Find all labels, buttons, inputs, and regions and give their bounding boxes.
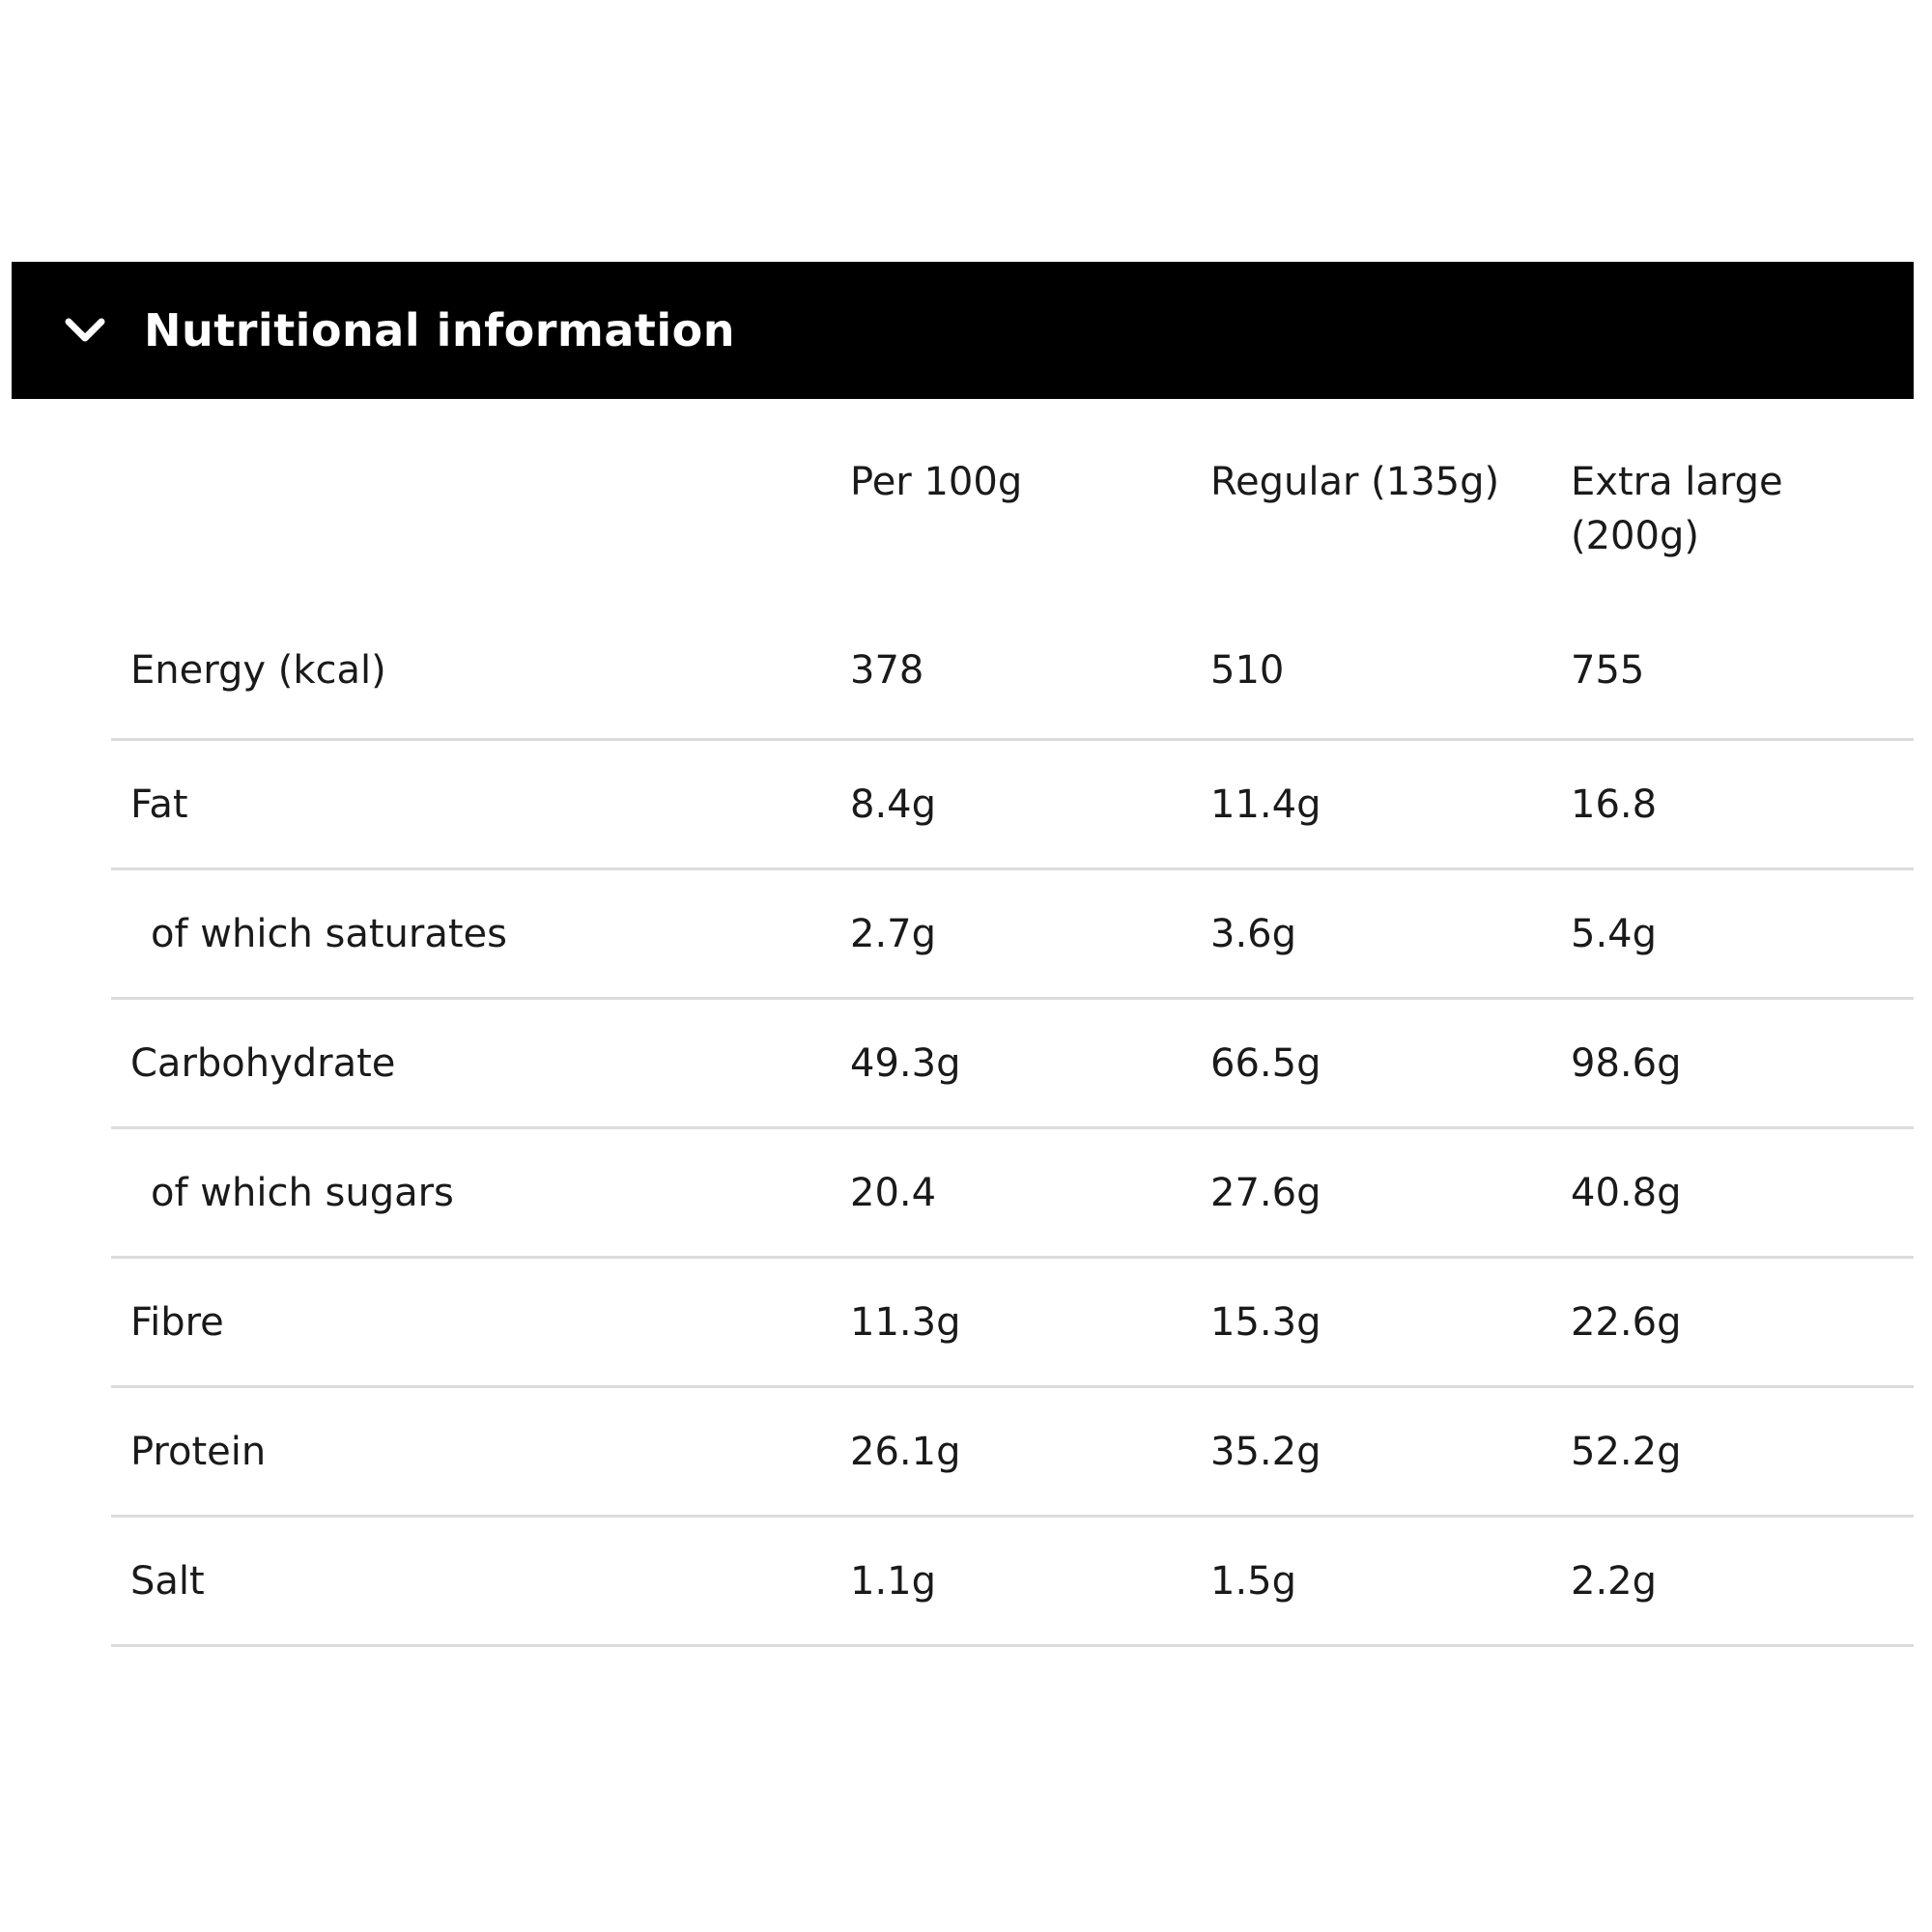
table-row bbox=[111, 741, 1914, 870]
table-row bbox=[111, 604, 1914, 741]
value-per-100g: 1.1g bbox=[850, 1558, 937, 1604]
value-extra-large: 22.6g bbox=[1571, 1299, 1682, 1345]
row-label: of which sugars bbox=[151, 1170, 454, 1215]
value-regular: 35.2g bbox=[1210, 1429, 1321, 1474]
chevron-down-icon bbox=[64, 316, 106, 345]
value-extra-large: 52.2g bbox=[1571, 1429, 1682, 1474]
table-row bbox=[111, 1518, 1914, 1647]
table-row bbox=[111, 1129, 1914, 1259]
row-label: Salt bbox=[130, 1558, 205, 1604]
row-label: of which saturates bbox=[151, 911, 507, 956]
row-label: Fibre bbox=[130, 1299, 224, 1345]
value-per-100g: 2.7g bbox=[850, 911, 937, 956]
value-extra-large: 5.4g bbox=[1571, 911, 1658, 956]
row-label: Fat bbox=[130, 781, 188, 827]
value-per-100g: 378 bbox=[850, 648, 924, 693]
value-per-100g: 11.3g bbox=[850, 1299, 961, 1345]
column-header-regular: Regular (135g) bbox=[1210, 460, 1500, 504]
value-regular: 15.3g bbox=[1210, 1299, 1321, 1345]
row-label: Energy (kcal) bbox=[130, 648, 386, 693]
section-title: Nutritional information bbox=[144, 304, 736, 356]
nutrition-table bbox=[111, 425, 1914, 1647]
value-extra-large: 755 bbox=[1571, 648, 1645, 693]
row-label: Protein bbox=[130, 1429, 267, 1474]
table-row bbox=[111, 1000, 1914, 1129]
value-extra-large: 2.2g bbox=[1571, 1558, 1658, 1604]
row-label: Carbohydrate bbox=[130, 1040, 396, 1086]
column-header-per-100g: Per 100g bbox=[850, 460, 1023, 504]
value-extra-large: 16.8 bbox=[1571, 781, 1658, 827]
value-extra-large: 98.6g bbox=[1571, 1040, 1682, 1086]
value-regular: 66.5g bbox=[1210, 1040, 1321, 1086]
value-per-100g: 8.4g bbox=[850, 781, 937, 827]
column-header-extra-large: Extra large (200g) bbox=[1571, 460, 1783, 558]
table-row bbox=[111, 1259, 1914, 1388]
value-regular: 510 bbox=[1210, 648, 1285, 693]
table-row bbox=[111, 1388, 1914, 1518]
value-regular: 1.5g bbox=[1210, 1558, 1297, 1604]
table-header-row bbox=[111, 425, 1914, 604]
table-row bbox=[111, 870, 1914, 1000]
value-regular: 3.6g bbox=[1210, 911, 1297, 956]
value-per-100g: 20.4 bbox=[850, 1170, 937, 1215]
value-regular: 27.6g bbox=[1210, 1170, 1321, 1215]
value-extra-large: 40.8g bbox=[1571, 1170, 1682, 1215]
value-per-100g: 49.3g bbox=[850, 1040, 961, 1086]
nutritional-information-accordion-toggle[interactable] bbox=[12, 262, 1914, 399]
value-per-100g: 26.1g bbox=[850, 1429, 961, 1474]
value-regular: 11.4g bbox=[1210, 781, 1321, 827]
